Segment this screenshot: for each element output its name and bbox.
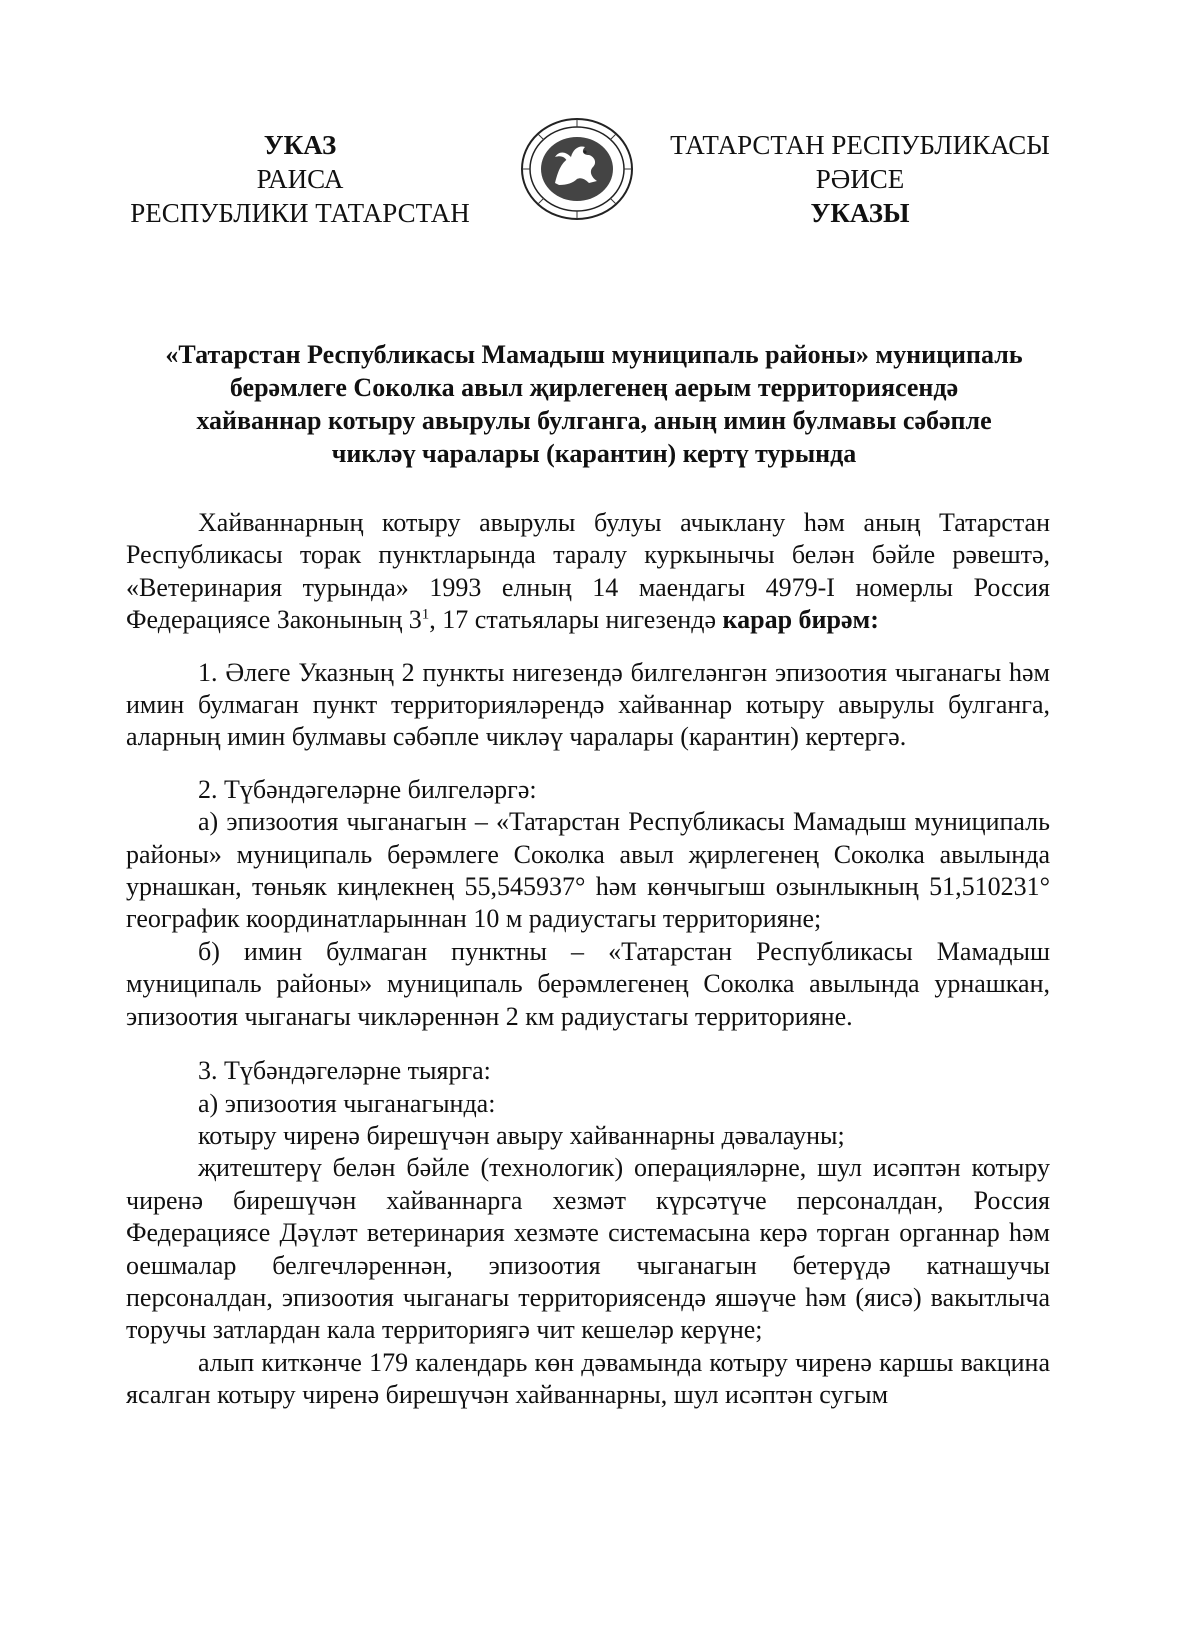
item-3a-1: котыру чиренә бирешүчән авыру хайваннарны дәвалауны; — [198, 1120, 845, 1150]
preamble-superscript: 1 — [421, 606, 430, 623]
item-2: 2. Түбәндәгеләрне билгеләргә: — [198, 774, 537, 804]
title-line-2: берәмлеге Соколка авыл җирлегенең аерым территориясендә — [229, 373, 959, 402]
header-right-line-3: УКАЗЫ — [810, 198, 910, 228]
title-line-4: чикләү чаралары (карантин) кертү турында — [331, 439, 857, 468]
title-line-3: хайваннар котыру авырулы булганга, аның имин булмавы сәбәпле — [196, 406, 992, 435]
header-left — [118, 128, 482, 230]
title-line-1: «Татарстан Республикасы Мамадыш муниципаль районы» муниципаль — [165, 340, 1023, 369]
header-left-line-2: РАИСА — [256, 164, 344, 194]
item-3a: а) эпизоотия чыганагында: — [198, 1088, 496, 1118]
item-1: 1. Әлеге Указның 2 пункты нигезендә билгеләнгән эпизоотия чыганагы һәм имин булмаган пункт территорияләрендә хайваннар котыру авырулы булганга, аларның имин булмавы сәбәпле чикләү чаралары (карантин) кертергә. — [126, 657, 1050, 752]
preamble-text-after: , 17 статьялары нигезендә — [429, 605, 723, 635]
header-left-line-3: РЕСПУБЛИКИ ТАТАРСТАН — [130, 198, 470, 228]
preamble-text: Хайваннарның котыру авырулы булуы ачыклану һәм аның Татарстан Республикасы торак пунктларында таралу куркынычы белән бәйле рәвештә, «Ветеринария турында» 1993 елның 14 маендагы 4979-I номерлы Россия Федерациясе Законының 3 — [126, 508, 1050, 635]
header-right-line-1: ТАТАРСТАН РЕСПУБЛИКАСЫ — [670, 130, 1050, 160]
document-body — [126, 507, 1050, 1412]
header-left-line-1: УКАЗ — [263, 130, 337, 160]
item-3a-3: алып киткәнче 179 календарь көн дәвамында котыру чиренә каршы вакцина ясалган котыру чиренә бирешүчән хайваннарны, шул исәптән сугым — [126, 1347, 1050, 1410]
coat-of-arms-icon — [519, 117, 635, 221]
document-title — [118, 338, 1070, 470]
item-3: 3. Түбәндәгеләрне тыярга: — [198, 1056, 491, 1086]
item-2b: б) имин булмаган пунктны – «Татарстан Республикасы Мамадыш муниципаль районы» муниципаль берәмлегенең Соколка авылында урнашкан, эпизоотия чыганагы чикләреннән 2 км радиустагы территорияне. — [126, 936, 1050, 1031]
preamble-paragraph — [126, 507, 1050, 637]
preamble-resolution: карар бирәм: — [722, 605, 879, 635]
header-right — [660, 128, 1060, 230]
item-2a: а) эпизоотия чыганагын – «Татарстан Республикасы Мамадыш муниципаль районы» муниципаль берәмлеге Соколка авыл җирлегенең Соколка авылында урнашкан, төньяк киңлекнең 55,545937° һәм көнчыгыш озынлыкның 51,510231° географик координатларыннан 10 м радиустагы территорияне; — [126, 807, 1050, 934]
header-right-line-2: РӘИСЕ — [815, 164, 905, 194]
item-3a-2: җитештерү белән бәйле (технологик) операцияләрне, шул исәптән котыру чиренә бирешүчән хайваннарга хезмәт күрсәтүче персоналдан, Россия Федерациясе Дәүләт ветеринария хезмәте системасына керә торган органнар һәм оешмалар белгечләреннән, эпизоотия чыганагын бетерүдә катнашучы персоналдан, эпизоотия чыганагы территориясендә яшәүче һәм (яисә) вакытлыча торучы затлардан кала территориягә чит кешеләр керүне; — [126, 1153, 1050, 1345]
